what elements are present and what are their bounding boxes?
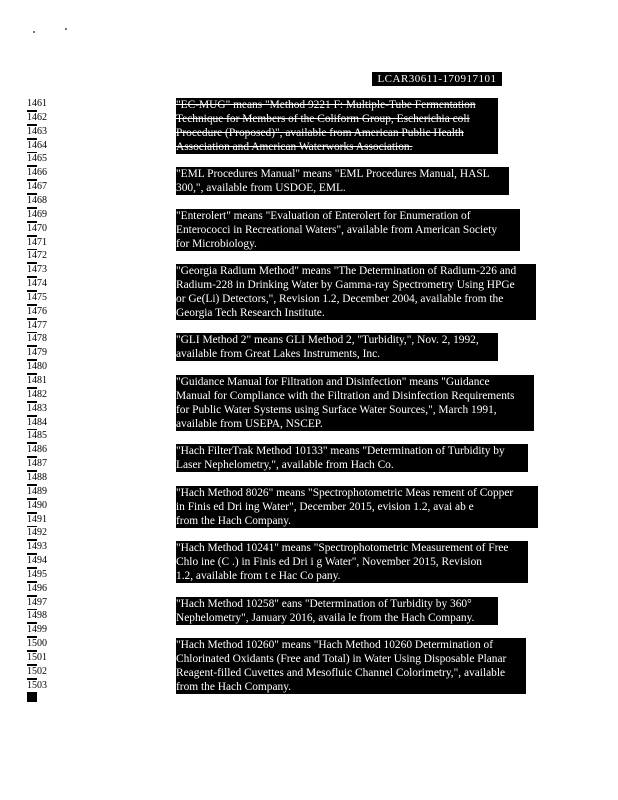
text-line: Georgia Tech Research Institute. bbox=[176, 306, 536, 320]
line-number: 1494 bbox=[27, 555, 53, 567]
line-number: 1476 bbox=[27, 306, 53, 318]
line-number: 1485 bbox=[27, 430, 53, 442]
text-line: "Hach FilterTrak Method 10133" means "Determination of Turbidity by bbox=[176, 444, 528, 458]
line-number: 1502 bbox=[27, 666, 53, 678]
line-number: 1503 bbox=[27, 680, 53, 692]
text-line: "Georgia Radium Method" means "The Determination of Radium-226 and bbox=[176, 264, 536, 278]
definition-paragraph bbox=[176, 541, 528, 583]
definition-paragraph bbox=[176, 333, 498, 361]
line-number: 1479 bbox=[27, 347, 53, 359]
text-line: 300,", available from USDOE, EML. bbox=[176, 181, 509, 195]
line-number: 1500 bbox=[27, 638, 53, 650]
line-number: 1462 bbox=[27, 112, 53, 124]
text-line: from the Hach Company. bbox=[176, 514, 538, 528]
definition-paragraph bbox=[176, 264, 536, 320]
text-line: "Hach Method 10258" eans "Determination of Turbidity by 360° bbox=[176, 597, 498, 611]
text-line: in Finis ed Dri ing Water", December 2015, evision 1.2, avai ab e bbox=[176, 500, 538, 514]
line-number: 1473 bbox=[27, 264, 53, 276]
text-line: Manual for Compliance with the Filtration and Disinfection Requirements bbox=[176, 389, 534, 403]
definition-paragraph bbox=[176, 597, 498, 625]
line-number: 1486 bbox=[27, 444, 53, 456]
line-number: 1469 bbox=[27, 209, 53, 221]
line-number: 1491 bbox=[27, 514, 53, 526]
text-line: "Hach Method 10241" means "Spectrophotometric Measurement of Free bbox=[176, 541, 528, 555]
document-code-header: LCAR30611-170917101 bbox=[372, 72, 502, 86]
text-line: available from Great Lakes Instruments, Inc. bbox=[176, 347, 498, 361]
line-number: 1466 bbox=[27, 167, 53, 179]
text-line: "EC-MUG" means "Method 9221 F: Multiple-Tube Fermentation bbox=[176, 98, 498, 112]
text-line: Nephelometry", January 2016, availa le from the Hach Company. bbox=[176, 611, 498, 625]
line-number: 1501 bbox=[27, 652, 53, 664]
text-line: "GLI Method 2" means GLI Method 2, "Turbidity,", Nov. 2, 1992, bbox=[176, 333, 498, 347]
line-number: 1468 bbox=[27, 195, 53, 207]
text-line: Reagent-filled Cuvettes and Mesofluic Channel Colorimetry,", available bbox=[176, 666, 526, 680]
text-line: "Hach Method 10260" means "Hach Method 10260 Determination of bbox=[176, 638, 526, 652]
line-number: 1481 bbox=[27, 375, 53, 387]
definition-paragraph bbox=[176, 444, 528, 472]
line-number: 1492 bbox=[27, 527, 53, 539]
text-line: Procedure (Proposed)", available from American Public Health bbox=[176, 126, 498, 140]
scan-speck bbox=[33, 31, 35, 33]
line-number: 1495 bbox=[27, 569, 53, 581]
line-number: 1465 bbox=[27, 153, 53, 165]
line-number: 1497 bbox=[27, 597, 53, 609]
line-number: 1475 bbox=[27, 292, 53, 304]
scan-speck bbox=[65, 28, 67, 30]
line-number: 1484 bbox=[27, 417, 53, 429]
text-line: "Hach Method 8026" means "Spectrophotometric Meas rement of Copper bbox=[176, 486, 538, 500]
definition-paragraph bbox=[176, 375, 534, 431]
line-number: 1483 bbox=[27, 403, 53, 415]
line-number: 1467 bbox=[27, 181, 53, 193]
text-line: Enterococci in Recreational Waters", available from American Society bbox=[176, 223, 520, 237]
text-line: 1.2, available from t e Hac Co pany. bbox=[176, 569, 528, 583]
text-line: for Microbiology. bbox=[176, 237, 520, 251]
line-number: 1496 bbox=[27, 583, 53, 595]
line-number: 1480 bbox=[27, 361, 53, 373]
text-line: Association and American Waterworks Association. bbox=[176, 140, 498, 154]
text-line: "Enterolert" means "Evaluation of Enterolert for Enumeration of bbox=[176, 209, 520, 223]
definition-paragraph bbox=[176, 209, 520, 251]
line-number: 1470 bbox=[27, 223, 53, 235]
line-number: 1464 bbox=[27, 140, 53, 152]
text-line: Radium-228 in Drinking Water by Gamma-ray Spectrometry Using HPGe bbox=[176, 278, 536, 292]
definition-paragraph bbox=[176, 486, 538, 528]
text-line: Chlo ine (C .) in Finis ed Dri i g Water", November 2015, Revision bbox=[176, 555, 528, 569]
text-line: Laser Nephelometry,", available from Hach Co. bbox=[176, 458, 528, 472]
line-number: 1463 bbox=[27, 126, 53, 138]
text-line: available from USEPA, NSCEP. bbox=[176, 417, 534, 431]
text-line: Technique for Members of the Coliform Group, Escherichia coli bbox=[176, 112, 498, 126]
text-line: "EML Procedures Manual" means "EML Procedures Manual, HASL bbox=[176, 167, 509, 181]
text-line: or Ge(Li) Detectors,", Revision 1.2, December 2004, available from the bbox=[176, 292, 536, 306]
text-line: from the Hach Company. bbox=[176, 680, 526, 694]
line-number: 1477 bbox=[27, 320, 53, 332]
line-number: 1487 bbox=[27, 458, 53, 470]
text-line: "Guidance Manual for Filtration and Disinfection" means "Guidance bbox=[176, 375, 534, 389]
text-line: for Public Water Systems using Surface Water Sources,", March 1991, bbox=[176, 403, 534, 417]
line-number: 1488 bbox=[27, 472, 53, 484]
line-number: 1478 bbox=[27, 333, 53, 345]
line-number: 1493 bbox=[27, 541, 53, 553]
definition-paragraph bbox=[176, 638, 526, 694]
text-line: Chlorinated Oxidants (Free and Total) in Water Using Disposable Planar bbox=[176, 652, 526, 666]
line-number: 1461 bbox=[27, 98, 53, 110]
line-number: 1499 bbox=[27, 624, 53, 636]
line-number: 1489 bbox=[27, 486, 53, 498]
line-number: 1490 bbox=[27, 500, 53, 512]
line-number: 1472 bbox=[27, 250, 53, 262]
line-number: 1474 bbox=[27, 278, 53, 290]
line-number: 1471 bbox=[27, 237, 53, 249]
line-number: 1498 bbox=[27, 610, 53, 622]
line-number: 1482 bbox=[27, 389, 53, 401]
definition-paragraph bbox=[176, 98, 498, 154]
definition-paragraph bbox=[176, 167, 509, 195]
